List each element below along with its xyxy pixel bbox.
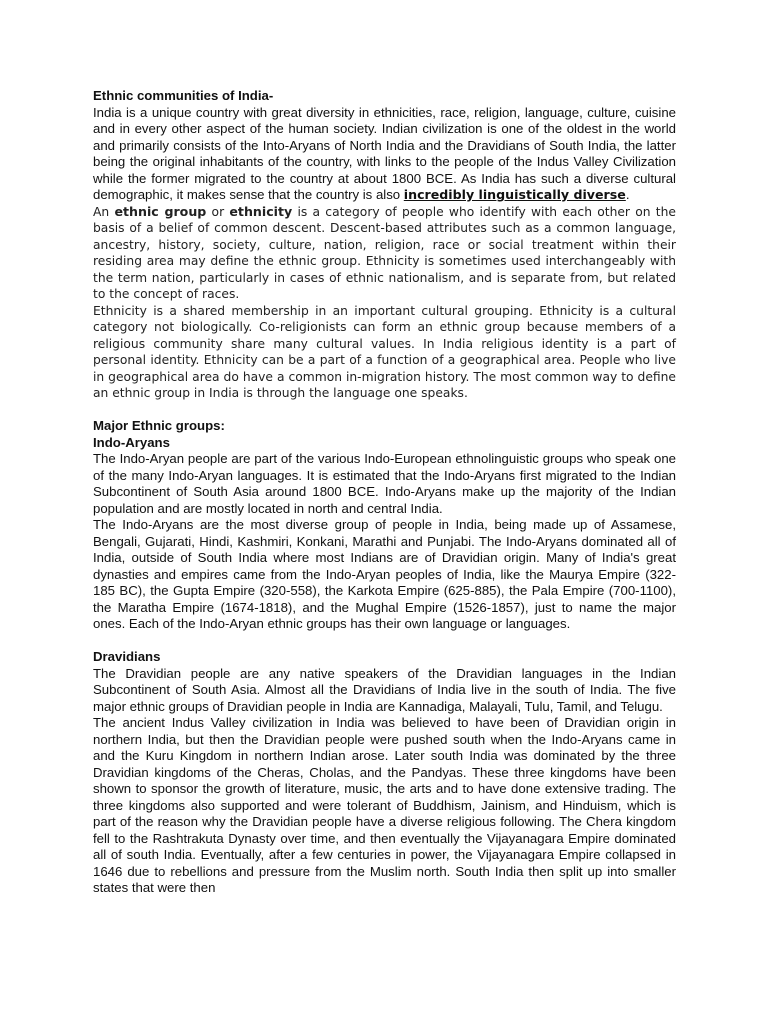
term-ethnicity: ethnicity [229,203,293,219]
spacer [93,633,676,650]
intro-paragraph-1-end: . [625,187,630,202]
intro-paragraph-2-lead: An [93,204,115,219]
intro-paragraph-1 [93,105,676,204]
indo-aryans-heading: Indo-Aryans [93,434,170,450]
linguistic-diversity-link[interactable]: incredibly linguistically diverse [403,187,626,202]
indo-aryans-paragraph-2: The Indo-Aryans are the most diverse group of people in India, being made up of Assamese, Bengali, Gujarati, Hindi, Kashmiri, Konkani, Marathi and Punjabi. The Indo-Aryans dominated all of India, outside of South India where most Indians are of Dravidian origin. Many of India's great dynasties and empires came from the Indo-Aryan peoples of India, like the Maurya Empire (322-185 BC), the Gupta Empire (320-558), the Karkota Empire (625-885), the Pala Empire (700-1100), the Maratha Empire (1674-1818), and the Mughal Empire (1526-1857), just to name the major ones. Each of the Indo-Aryan ethnic groups has their own language or languages. [93,517,676,631]
dravidians-paragraph-2: The ancient Indus Valley civilization in India was believed to have been of Dravidian origin in northern India, but then the Dravidian people were pushed south when the Indo-Aryans came in and the Kuru Kingdom in northern Indian arose. Later south India was dominated by the three Dravidian kingdoms of the Cheras, Cholas, and the Pandyas. These three kingdoms have been shown to sponsor the growth of literature, music, the arts and to have done extensive trading. The three kingdoms also supported and were tolerant of Buddhism, Jainism, and Hinduism, which is part of the reason why the Dravidian people have a diverse religious following. The Chera kingdom fell to the Rashtrakuta Dynasty over time, and then eventually the Vijayanagara Empire dominated all of south India. Eventually, after a few centuries in power, the Vijayanagara Empire collapsed in 1646 due to rebellions and pressure from the Muslim north. South India then split up into smaller states that were then [93,715,676,895]
intro-paragraph-1-text: India is a unique country with great diversity in ethnicities, race, religion, language, culture, cuisine and in every other aspect of the human society. Indian civilization is one of the oldest in the world and primarily consists of the Into-Aryans of North India and the Dravidians of South India, the latter being the original inhabitants of the country, with links to the people of the Indus Valley Civilization while the former migrated to the country at about 1800 BCE. As India has such a diverse cultural demographic, it makes sense that the country is also [93,104,676,202]
term-ethnic-group: ethnic group [114,203,207,219]
intro-paragraph-3: Ethnicity is a shared membership in an important cultural grouping. Ethnicity is a cultural category not biologically. Co-religionists can form an ethnic group because members of a religious community share many cultural values. In India religious identity is a part of personal identity. Ethnicity can be a part of a function of a geographical area. People who live in geographical area do have a common in-migration history. The most common way to define an ethnic group in India is through the language one speaks. [93,303,676,400]
intro-paragraph-2 [93,204,676,303]
dravidians-paragraph-1: The Dravidian people are any native speakers of the Dravidian languages in the Indian Subcontinent of South Asia. Almost all the Dravidians of India live in the south of India. The five major ethnic groups of Dravidian people in India are Kannadiga, Malayali, Tulu, Tamil, and Telugu. [93,665,676,714]
major-groups-heading: Major Ethnic groups: [93,418,225,433]
document-body [93,88,676,897]
intro-paragraph-2-or: or [206,204,230,219]
spacer [93,402,676,419]
document-title: Ethnic communities of India- [93,88,274,103]
dravidians-heading: Dravidians [93,649,161,664]
indo-aryans-paragraph-1: The Indo-Aryan people are part of the various Indo-European ethnolinguistic groups who speak one of the many Indo-Aryan languages. It is estimated that the Indo-Aryans first migrated to the Indian Subcontinent of South Asia around 1800 BCE. Indo-Aryans make up the majority of the Indian population and are mostly located in north and central India. [93,451,676,516]
intro-paragraph-2-rest: is a category of people who identify with each other on the basis of a belief of common descent. Descent-based attributes such as a common language, ancestry, history, society, culture, nation, religion, race or social treatment within their residing area may define the ethnic group. Ethnicity is sometimes used interchangeably with the term nation, particularly in cases of ethnic nationalism, and is separate from, but related to the concept of races. [93,204,676,301]
